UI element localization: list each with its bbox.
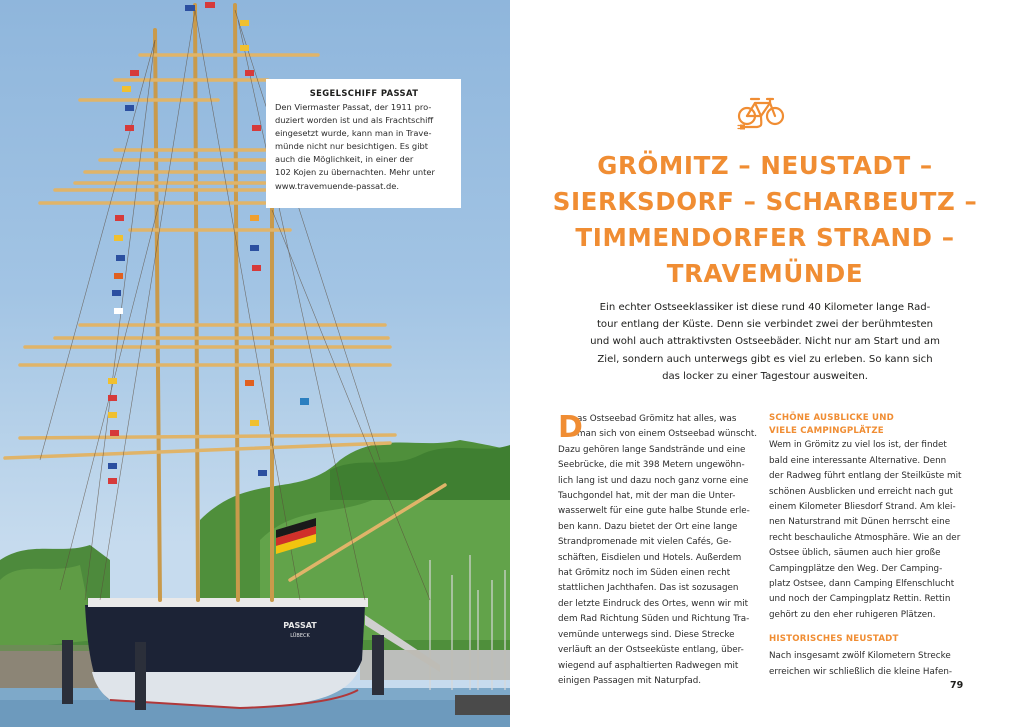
body-line: wiegend auf asphaltierten Radwegen mit [558,660,739,671]
body-line: gehört zu den eher ruhigeren Plätzen. [769,609,936,620]
body-line: vemünde unterwegs sind. Diese Strecke [558,629,735,640]
route-title-line: SIERKSDORF – SCHARBEUTZ – [552,187,978,216]
info-box-line: münde nicht nur besichtigen. Es gibt [275,141,429,152]
dropcap: D [558,410,583,445]
body-line: Ostsee üblich, säumen auch hier große [769,548,941,559]
body-line: schönen Ausblicken und erreicht nach gut [769,486,953,497]
info-box-line: duziert worden ist und als Frachtschiff [275,115,434,126]
body-column-left [558,412,758,689]
body-line: wasserwelt für eine gute halbe Stunde erle- [558,506,750,517]
info-box-line: auch die Möglichkeit, in einer der [275,154,414,165]
info-box-line: eingesetzt wurde, kann man in Trave- [275,128,432,139]
intro-paragraph [550,299,980,385]
body-line: Strandpromenade mit vielen Cafés, Ge- [558,537,732,548]
body-line: schäften, Eisdielen und Hotels. Außerdem [558,552,742,563]
section-heading: SCHÖNE AUSBLICKE UND [769,413,894,423]
e-bike-icon [737,96,787,134]
body-line: einigen Passagen mit Naturpfad. [558,675,702,686]
intro-line: Ein echter Ostseeklassiker ist diese rund 40 Kilometer lange Rad- [599,302,931,313]
body-line: Seebrücke, die mit 398 Metern ungewöhn- [558,460,745,471]
info-box-title: SEGELSCHIFF PASSAT [309,88,419,98]
body-line: as Ostseebad Grömitz hat alles, was [577,414,737,424]
text-page [510,0,1020,727]
route-title-line: TRAVEMÜNDE [666,259,864,288]
body-line: Tauchgondel hat, mit der man die Unter- [558,491,736,502]
body-line: bald eine interessante Alternative. Denn [769,455,947,466]
dropcap-paragraph-start [558,412,758,443]
body-line: dem Rad Richtung Süden und Richtung Tra- [558,614,750,625]
route-title-line: GRÖMITZ – NEUSTADT – [597,151,933,180]
section-heading: VIELE CAMPINGPLÄTZE [769,426,884,437]
info-box [266,79,461,208]
intro-line: das locker zu einer Tagestour ausweiten. [662,370,868,382]
body-line: einem Kilometer Bliesdorf Strand. Am klei- [769,502,956,513]
body-line: platz Ostsee, dann Camping Elfenschlucht [769,579,955,590]
section-spacer [769,623,969,633]
body-line: der letzte Eindruck des Ortes, wenn wir mit [558,598,749,609]
body-line: verläuft an der Ostseeküste entlang, über- [558,645,744,656]
body-line: lich lang ist und dazu noch ganz vorne eine [558,475,749,486]
body-line: und noch der Campingplatz Rettin. Rettin [769,594,951,605]
body-line: recht beschauliche Atmosphäre. Wie an der [769,532,961,543]
intro-line: und wohl auch attraktivsten Ostseebäder. Nicht nur am Start und am [590,336,940,348]
body-line: man sich von einem Ostseebad wünscht. [577,429,758,440]
body-line: ben kann. Dazu bietet der Ort eine lange [558,521,738,532]
body-line: der Radweg führt entlang der Steilküste mit [769,471,962,482]
info-box-url[interactable]: www.travemuende-passat.de. [275,180,400,191]
body-line: Wem in Grömitz zu viel los ist, der findet [769,440,947,451]
body-line: stattlichen Jachthafen. Das ist sozusagen [558,583,739,594]
body-column-right [769,412,969,680]
body-line: Campingplätze den Weg. Der Camping- [769,563,943,574]
body-line: nen Naturstrand mit Dünen herrscht eine [769,517,951,528]
body-line: erreichen wir schließlich die kleine Hafen- [769,666,953,677]
route-title-line: TIMMENDORFER STRAND – [575,223,955,252]
body-line: hat Grömitz noch im Süden einen recht [558,568,731,579]
body-line: Dazu gehören lange Sandstrände und eine [558,444,746,455]
hull-name: PASSAT [283,621,317,630]
intro-line: tour entlang der Küste. Denn sie verbindet zwei der berühmtesten [596,319,934,331]
section-heading: HISTORISCHES NEUSTADT [769,634,899,645]
info-box-line: Den Viermaster Passat, der 1911 pro- [275,102,432,112]
info-box-line: 102 Kojen zu übernachten. Mehr unter [275,167,435,178]
hull-homeport: LÜBECK [290,633,310,639]
page-number: 79 [950,680,964,691]
intro-line: Ziel, sondern auch unterwegs gibt es viel zu erleben. So kann sich [597,353,933,365]
body-line: Nach insgesamt zwölf Kilometern Strecke [769,651,951,662]
route-title [510,148,1020,292]
